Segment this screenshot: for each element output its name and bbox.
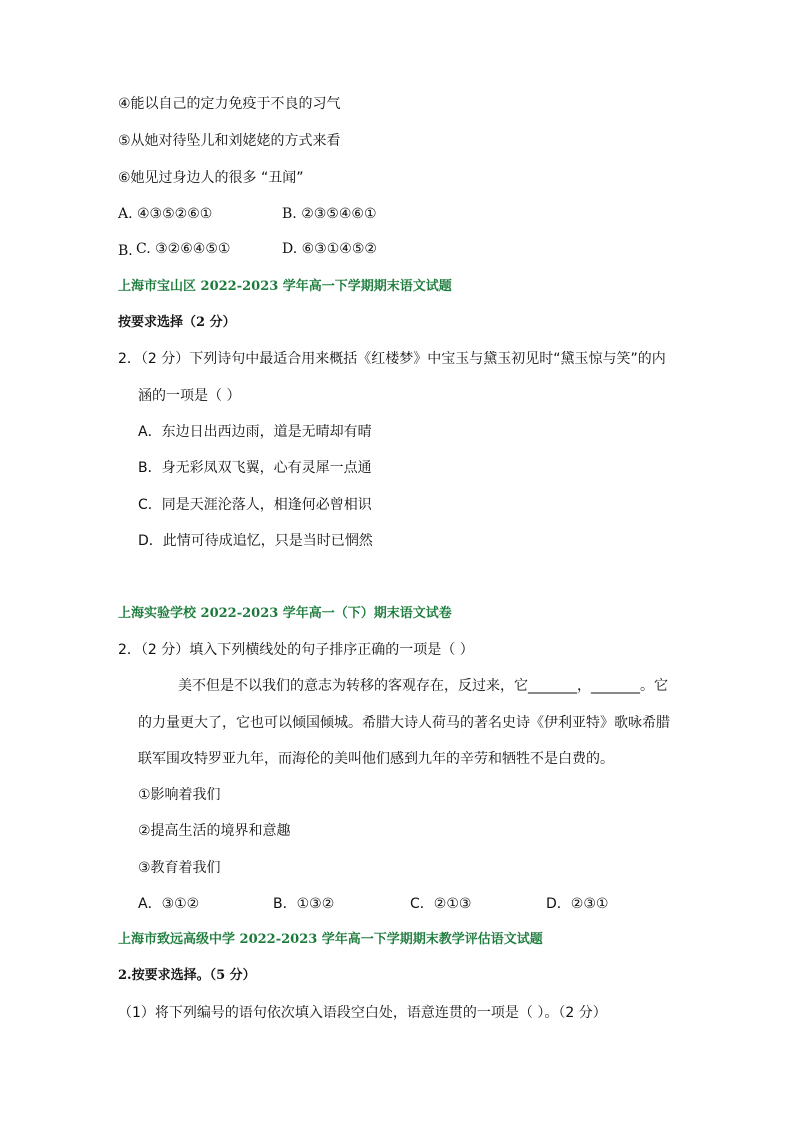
section-title-shiyan: 上海实验学校 2022-2023 学年高一（下）期末语文试卷 <box>118 606 452 621</box>
passage-line1: 美不但是不以我们的意志为转移的客观存在，反过来，它_______，_______。它 <box>178 678 668 694</box>
question-stem-line1: 2．（2 分）下列诗句中最适合用来概括《红楼梦》中宝玉与黛玉初见时“黛玉惊与笑”的内 <box>118 351 666 367</box>
option-c: C．同是天涯沦落人，相逢何必曾相识 <box>138 497 372 513</box>
list-item-3: ③教育着我们 <box>138 860 221 876</box>
option-c: C. ③②⑥④⑤① <box>136 241 231 257</box>
list-item-6: ⑥她见过身边人的很多 “丑闻” <box>118 170 304 186</box>
list-item-4: ④能以自己的定力免疫于不良的习气 <box>118 96 341 112</box>
list-item-5: ⑤从她对待坠儿和刘姥姥的方式来看 <box>118 133 341 149</box>
passage-line3: 联军围攻特罗亚九年，而海伦的美叫他们感到九年的辛劳和牺牲不是白费的。 <box>138 751 614 767</box>
list-item-1: ①影响着我们 <box>138 787 221 803</box>
section-title-baoshan: 上海市宝山区 2022-2023 学年高一下学期期末语文试题 <box>118 279 452 294</box>
option-b: B．身无彩凤双飞翼，心有灵犀一点通 <box>138 460 372 476</box>
option-b-stray: B. <box>118 243 133 259</box>
sub-question-1: （1）将下列编号的语句依次填入语段空白处，语意连贯的一项是（ ）。（2 分） <box>118 1005 607 1021</box>
option-b: B. ②③⑤④⑥① <box>282 206 377 222</box>
option-a: A. ④③⑤②⑥① <box>118 206 213 222</box>
passage-line2: 的力量更大了，它也可以倾国倾城。希腊大诗人荷马的著名史诗《伊利亚特》歌咏希腊 <box>138 715 670 731</box>
list-item-2: ②提高生活的境界和意趣 <box>138 823 291 839</box>
option-c: C．②①③ <box>410 896 472 912</box>
option-b: B．①③② <box>273 896 335 912</box>
section-title-zhiyuan: 上海市致远高级中学 2022-2023 学年高一下学期期末教学评估语文试题 <box>118 932 543 947</box>
instruction-zhiyuan: 2.按要求选择。（5 分） <box>118 968 256 983</box>
option-a: A．③①② <box>138 896 200 912</box>
option-d: D．②③① <box>546 896 609 912</box>
option-a: A．东边日出西边雨，道是无晴却有晴 <box>138 424 372 440</box>
question-stem: 2．（2 分）填入下列横线处的句子排序正确的一项是（ ） <box>118 642 474 658</box>
question-stem-line2: 涵的一项是（ ） <box>138 388 241 404</box>
option-d: D．此情可待成追忆，只是当时已惘然 <box>138 533 373 549</box>
option-d: D. ⑥③①④⑤② <box>282 241 377 257</box>
instruction-baoshan: 按要求选择（2 分） <box>118 315 236 330</box>
